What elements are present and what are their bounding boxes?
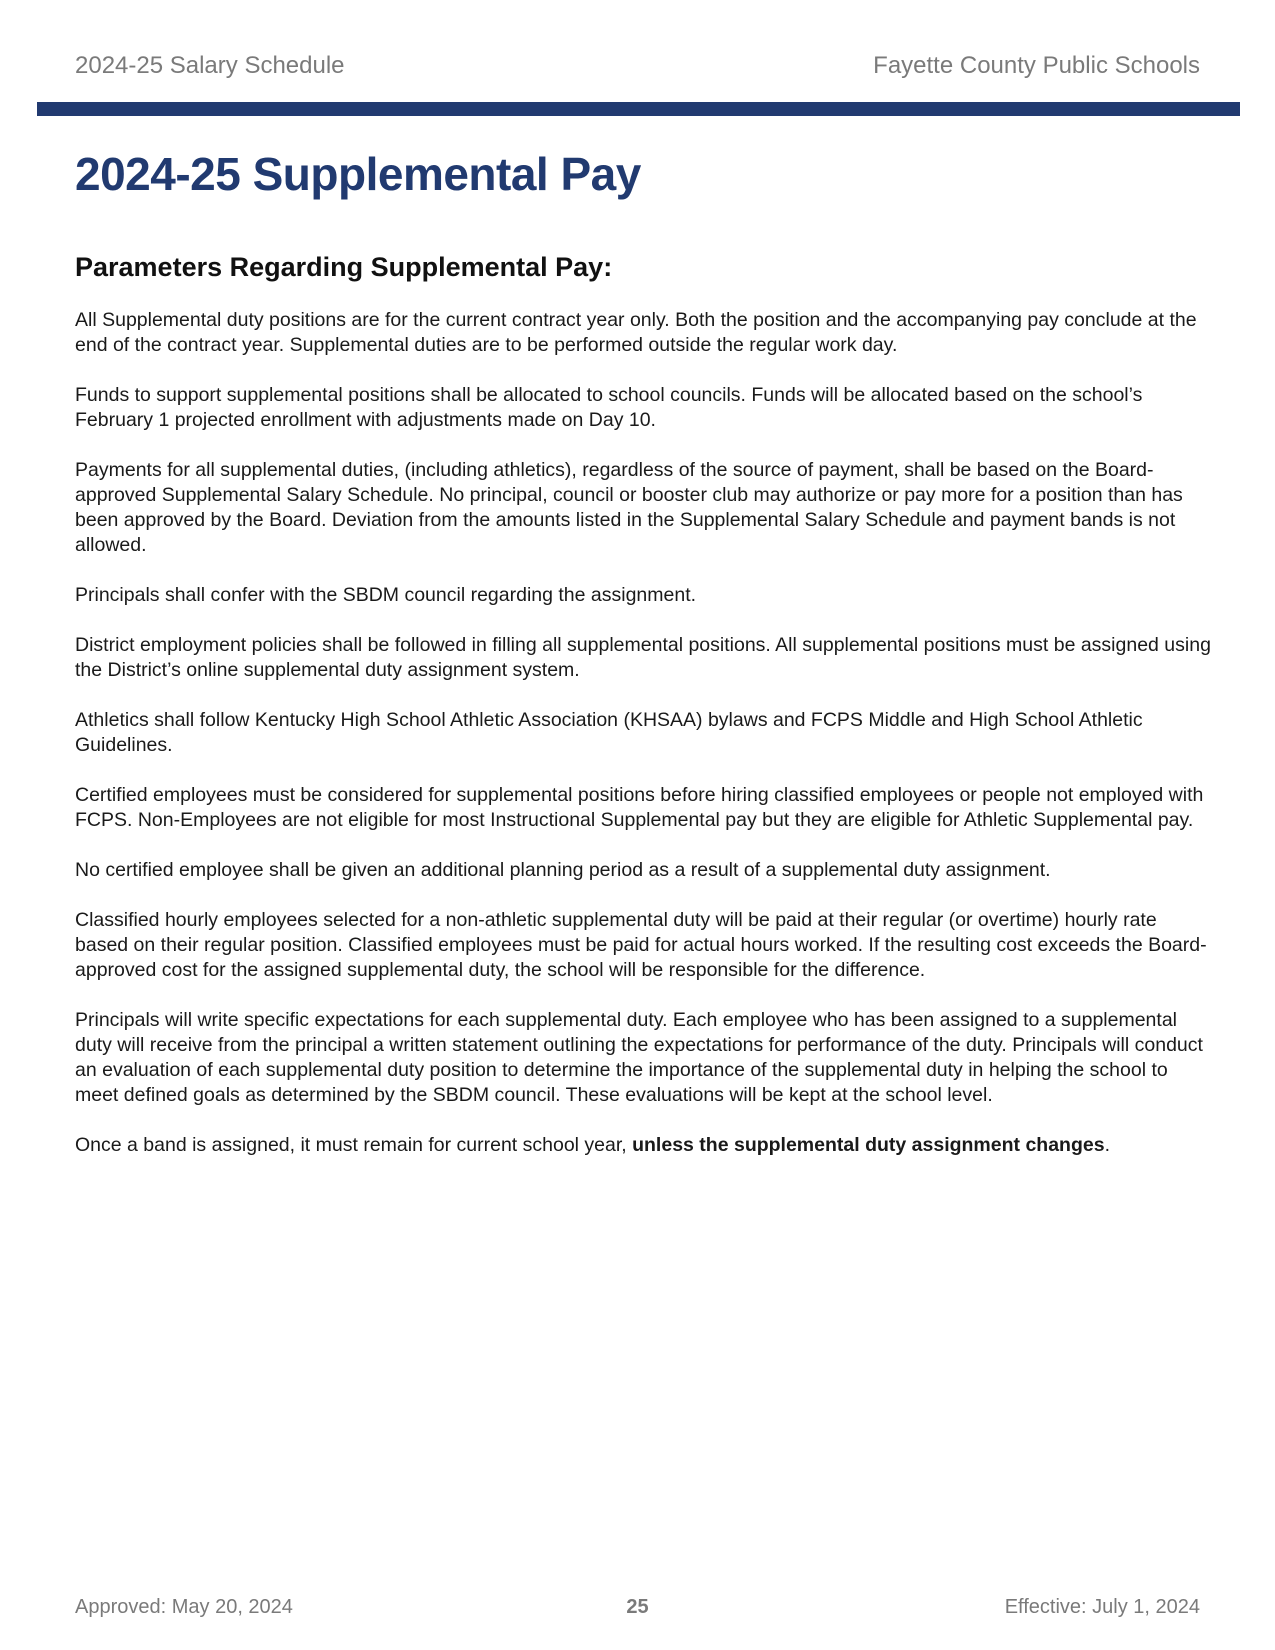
paragraph-athletics: Athletics shall follow Kentucky High School Athletic Association (KHSAA) bylaws and FCPS Middle and High School Athletic Guidelines.	[75, 709, 1143, 756]
paragraph-sbdm-confer: Principals shall confer with the SBDM council regarding the assignment.	[75, 584, 697, 606]
header-document-title: 2024-25 Salary Schedule	[75, 52, 345, 79]
paragraph-contract-year: All Supplemental duty positions are for the current contract year only. Both the position and the accompanying pay conclude at the end of the contract year. Supplemental duties are to be performed outside the regular work day.	[75, 309, 1197, 356]
paragraph-band-assignment	[75, 1133, 1215, 1158]
running-header	[75, 50, 1200, 82]
paragraph-funding: Funds to support supplemental positions shall be allocated to school councils. Funds will be allocated based on the school’s February 1 projected enrollment with adjustments made on Day 10.	[75, 384, 1143, 431]
paragraph-certified-employees: Certified employees must be considered for supplemental positions before hiring classified employees or people not employed with FCPS. Non-Employees are not eligible for most Instructional Supplemental pay but they are eligible for Athletic Supplemental pay.	[75, 784, 1204, 831]
page-number: 25	[626, 1595, 649, 1618]
band-assignment-lead: Once a band is assigned, it must remain for current school year,	[75, 1134, 633, 1156]
band-assignment-tail: .	[1104, 1134, 1110, 1156]
paragraph-payments: Payments for all supplemental duties, (including athletics), regardless of the source of payment, shall be based on the Board-approved Supplemental Salary Schedule. No principal, council or booster club may authorize or pay more for a position than has been approved by the Board. Deviation from the amounts listed in the Supplemental Salary Schedule and payment bands is not allowed.	[75, 459, 1183, 556]
section-heading: Parameters Regarding Supplemental Pay:	[75, 252, 613, 282]
paragraph-expectations: Principals will write specific expectations for each supplemental duty. Each employee who has been assigned to a supplemental duty will receive from the principal a written statement outlining the expectations for performance of the duty. Principals will conduct an evaluation of each supplemental duty position to determine the importance of the supplemental duty in helping the school to meet defined goals as determined by the SBDM council. These evaluations will be kept at the school level.	[75, 1009, 1203, 1106]
paragraph-classified-hourly: Classified hourly employees selected for a non-athletic supplemental duty will be paid at their regular (or overtime) hourly rate based on their regular position. Classified employees must be paid for actual hours worked. If the resulting cost exceeds the Board-approved cost for the assigned supplemental duty, the school will be responsible for the difference.	[75, 909, 1207, 981]
page-title: 2024-25 Supplemental Pay	[75, 148, 641, 200]
paragraph-planning-period: No certified employee shall be given an additional planning period as a result of a supplemental duty assignment.	[75, 859, 1051, 881]
body-text	[75, 308, 1215, 1183]
paragraph-employment-policies: District employment policies shall be followed in filling all supplemental positions. All supplemental positions must be assigned using the District’s online supplemental duty assignment system.	[75, 634, 1211, 681]
header-rule	[37, 102, 1240, 116]
footer-approved-date: Approved: May 20, 2024	[75, 1595, 293, 1618]
band-assignment-emphasis: unless the supplemental duty assignment changes	[632, 1134, 1105, 1156]
running-footer	[75, 1592, 1200, 1622]
header-organization-name: Fayette County Public Schools	[873, 52, 1200, 79]
footer-effective-date: Effective: July 1, 2024	[1004, 1595, 1200, 1618]
